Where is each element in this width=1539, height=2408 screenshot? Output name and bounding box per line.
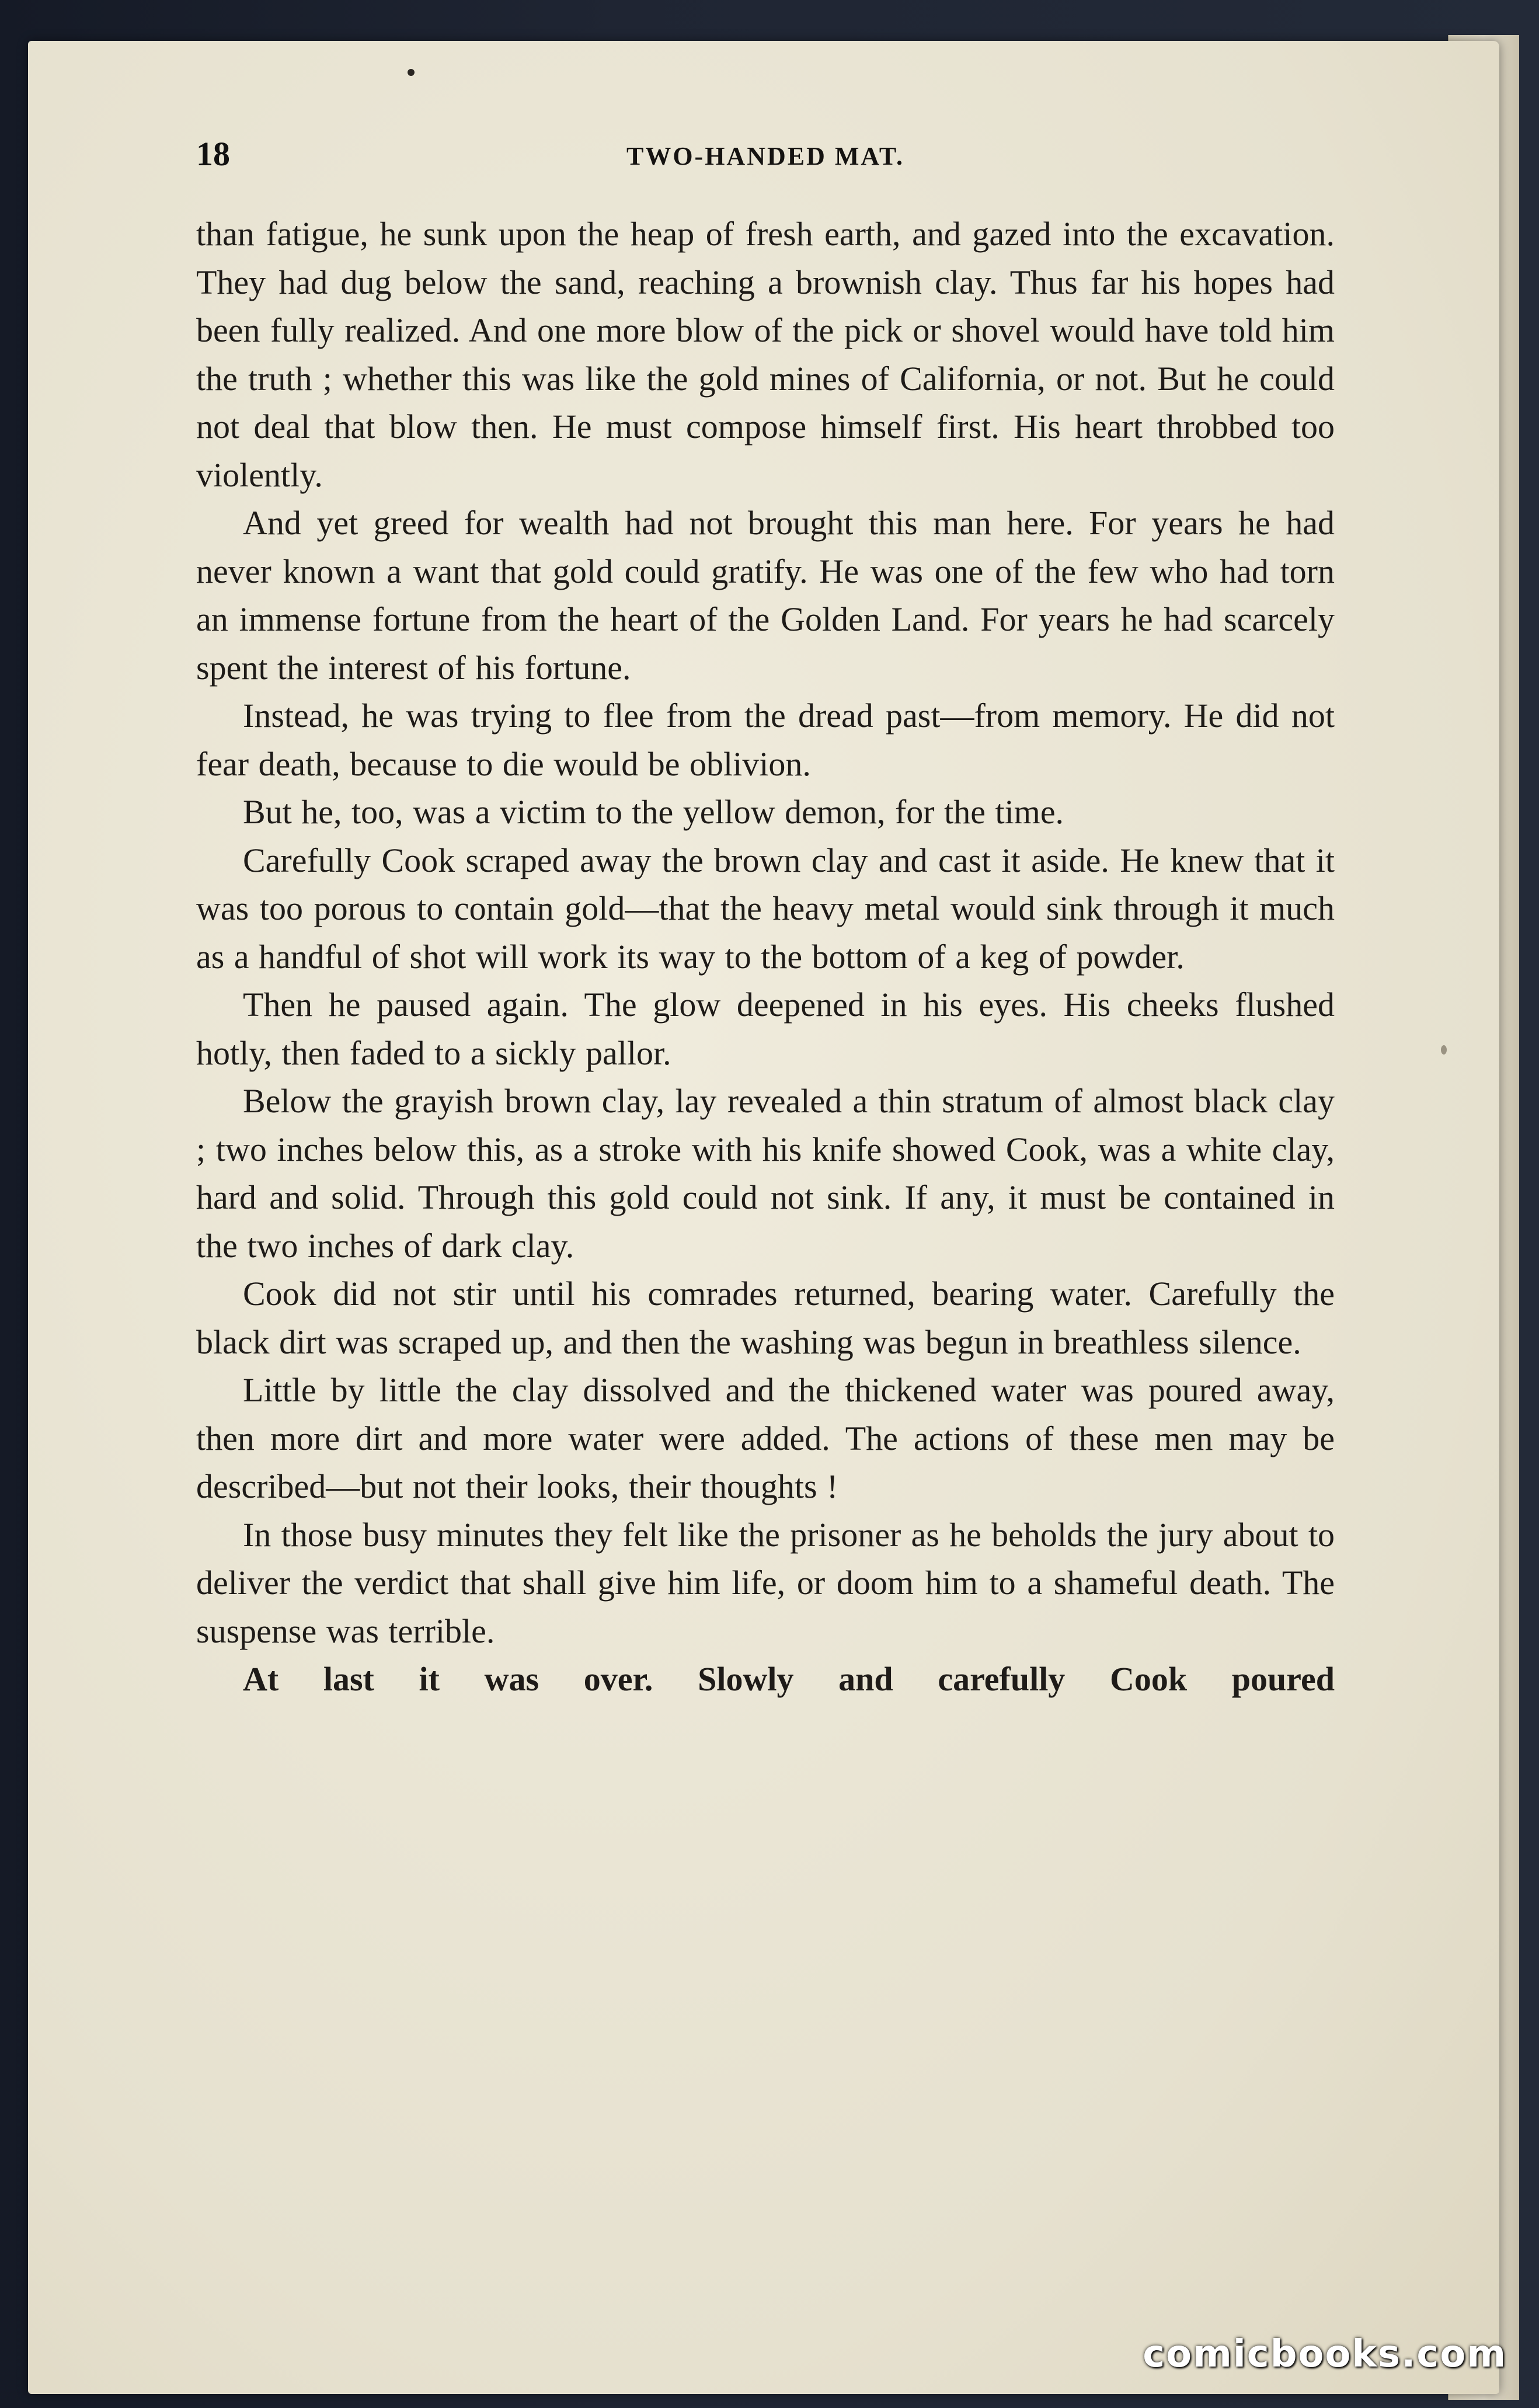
paragraph: But he, too, was a victim to the yellow demon, for the time. (243, 793, 1064, 831)
running-title: TWO-HANDED MAT. (626, 142, 905, 170)
ink-speck (408, 69, 415, 76)
paragraph: Cook did not stir until his comrades returned, bearing water. Carefully the black dirt was scraped up, and then the washing was begun in breathless silence. (196, 1275, 1335, 1361)
paragraph: Below the grayish brown clay, lay revealed a thin stratum of almost black clay ; two inches below this, as a stroke with his knife showed Cook, was a white clay, hard and solid. Through this gold could not sink. If any, it must be contained in the two inches of dark clay. (196, 1082, 1335, 1265)
paragraph: Then he paused again. The glow deepened in his eyes. His cheeks flushed hotly, then faded to a sickly pallor. (196, 986, 1335, 1072)
page-content (196, 134, 1335, 1704)
paragraph-continued: At last it was over. Slowly and carefully Cook poured (243, 1660, 1335, 1698)
paragraph: In those busy minutes they felt like the prisoner as he beholds the jury about to deliver the verdict that shall give him life, or doom him to a shameful death. The suspense was terrible. (196, 1515, 1335, 1650)
paper-mark (1441, 1045, 1447, 1055)
paragraph: than fatigue, he sunk upon the heap of fresh earth, and gazed into the excavation. They had dug below the sand, reaching a brownish clay. Thus far his hopes had been fully realized. And one more blow of the pick or shovel would have told him the truth ; whether this was like the gold mines of California, or not. But he could not deal that blow then. He must compose himself first. His heart throbbed too violently. (196, 215, 1335, 494)
watermark-text: comicbooks.com (1143, 2333, 1507, 2376)
paragraph: Little by little the clay dissolved and the thickened water was poured away, then more dirt and more water were added. The actions of these men may be described—but not their looks, their thoughts ! (196, 1371, 1335, 1505)
running-head (196, 134, 1335, 175)
page-number: 18 (196, 135, 230, 173)
paragraph: And yet greed for wealth had not brought this man here. For years he had never known a want that gold could gratify. He was one of the few who had torn an immense fortune from the heart of the Golden Land. For years he had scarcely spent the interest of his fortune. (196, 504, 1335, 687)
paragraph: Carefully Cook scraped away the brown clay and cast it aside. He knew that it was too porous to contain gold—that the heavy metal would sink through it much as a handful of shot will work its way to the bottom of a keg of powder. (196, 841, 1335, 976)
paragraph: Instead, he was trying to flee from the dread past—from memory. He did not fear death, because to die would be oblivion. (196, 697, 1335, 783)
